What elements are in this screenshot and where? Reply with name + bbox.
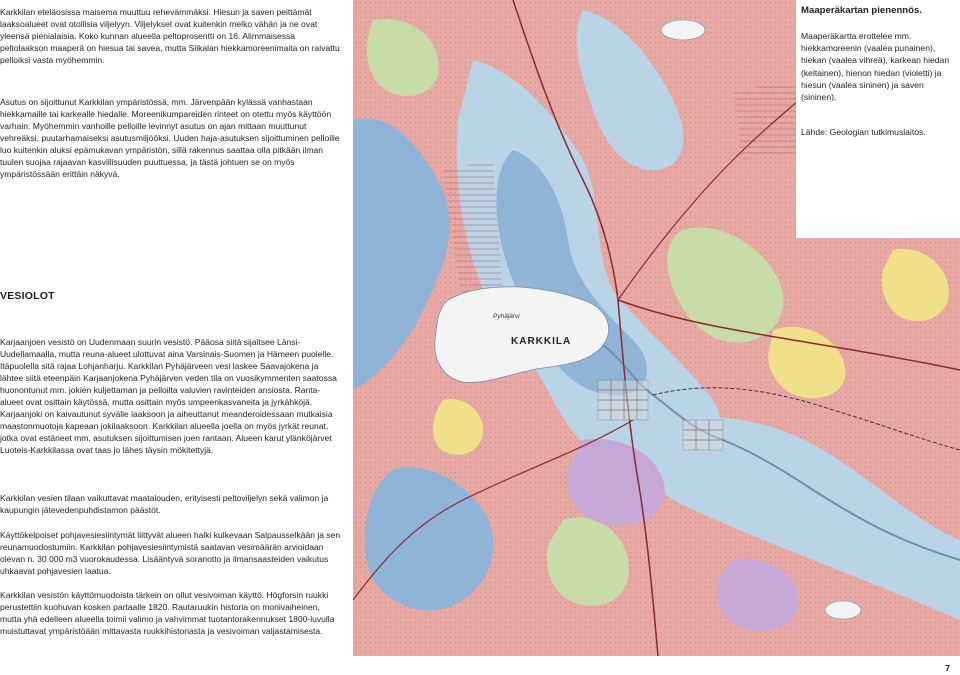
water-paragraph-3: Käyttökelpoiset pohjavesiesiintymät liittyvät alueen halki kulkevaan Salpausselkään ja sen reunamuodostumiin. Karkkilan pohjavesiesiintymistä saatavan vesimäärän arvioidaan olevan n. 30 000 m3 vuorokaudessa. Lisääntyvä soranotto ja ilmansaasteiden vaikutus uhkaavat pohjavesien laatua. — [0, 530, 341, 577]
intro-paragraph: Karkkilan eteläosissa maisema muuttuu rehevämmäksi. Hiesun ja saven peittämät laaksoalueet ovat otollisia viljelyyn. Viljelykset ovat kuitenkin melko vähän ja ne ovat yleensä pienialaisia. Koko kunnan alueella peltoprosentti on 16. Alimmaisessa peltolaakson maaperä on hiesua tai savea, mutta Siikalan hiekkamoreenimaita on raivattu pelloiksi vasta myöhemmin. — [0, 7, 340, 66]
small-lake-1 — [661, 20, 705, 40]
legend-title: Maaperäkartan pienennös. — [801, 5, 923, 16]
page-number: 7 — [945, 663, 950, 673]
water-paragraph-2: Karkkilan vesien tilaan vaikuttavat maatalouden, erityisesti peltoviljelyn sekä valimon ja kaupungin jätevedenpuhdistamon päästöt. — [0, 493, 329, 516]
town-label: KARKKILA — [511, 336, 572, 347]
legend-source: Lähde: Geologian tutkimuslaitos. — [801, 127, 926, 137]
legend-description: Maaperäkartta erottelee mm. hiekkamoreenin (vaalea punainen), hiekan (vaalea vihreä), karkean hiedan (keltainen), hienon hiedan (violetti) ja hiesun (vaalea sininen) ja saven (sininen). — [801, 31, 950, 103]
water-paragraph-1: Karjaanjoen vesistö on Uudenmaan suurin vesistö. Pääosa siitä sijaitsee Länsi-Uudellamaalla, mutta reuna-alueet ulottuvat aina Varsinais-Suomen ja Hämeen puolelle. Itäpuolella sitä rajaa Lohjanharju. Karkkilan Pyhäjärveen vesi laskee Saavajokena ja lähtee siitä eteenpäin Karjaanjokena Pyhäjärven veden tila on vuosikymmenten saatossa huonontunut mm. jokien kuljettaman ja pelloilta valuvien ravinteiden ansiosta. Ranta-alueet ovat osittain käytössä, mutta osittain myös umpeenkasvaneita ja jyrkähköjä. Karjaanjoki on kaivautunut syvälle laaksoon ja aiheuttanut meanderoidessaan mutkaisia maastonmuotoja kapeaan jokilaaksoon. Karkkilan alueella joella on myös jyrkät reunat, jotka ovat estäneet mm. asutuksen sijoittumisen joen rantaan. Alueen karut ylänköjärvet Luoteis-Karkkilassa ovat taas jo lähes täysin mökitettyjä. — [0, 337, 337, 456]
water-paragraph-4: Karkkilan vesistön käyttömuodoista tärkein on ollut vesivoiman käyttö. Högforsin ruukki perustettiin kuohuvan kosken partaalle 1820. Rautaruukin historia on monivaiheinen, mutta yhä edelleen alueella toimii valimo ja vahvimmat tuotantorakennukset 1800-luvulla muistuttavat ympäristöään mittavasta ruukkihistoriasta ja vesivoiman valjastamisesta. — [0, 590, 335, 637]
section-heading-vesiolot: VESIOLOT — [0, 290, 55, 302]
settlement-paragraph: Asutus on sijoittunut Karkkilan ympäristössä, mm. Järvenpään kylässä vanhastaan hiekkamaille tai karkealle hiedalle. Moreenikumpareiden rinteet on otettu myös käyttöön varhain. Myöhemmin vanhoille pelloille levinnyt asutus on ajan mittaan muuttunut vehreäksi, puutarhamaiseksi asutusmiljööksi. Uuden haja-asutuksen sijoittuminen pelloille luo kuitenkin aluksi epämukavan ympäristön, sillä rakennus saattaa olla pitkään ilman tuulen suojaa rajaavan kasvillisuuden puuttuessa, ja tästä johtuen se on myös ympäristössään erittäin näkyvä. — [0, 97, 340, 180]
lake-label: Pyhäjärvi — [493, 313, 520, 320]
map-legend — [796, 0, 960, 238]
small-lake-3 — [825, 601, 861, 619]
